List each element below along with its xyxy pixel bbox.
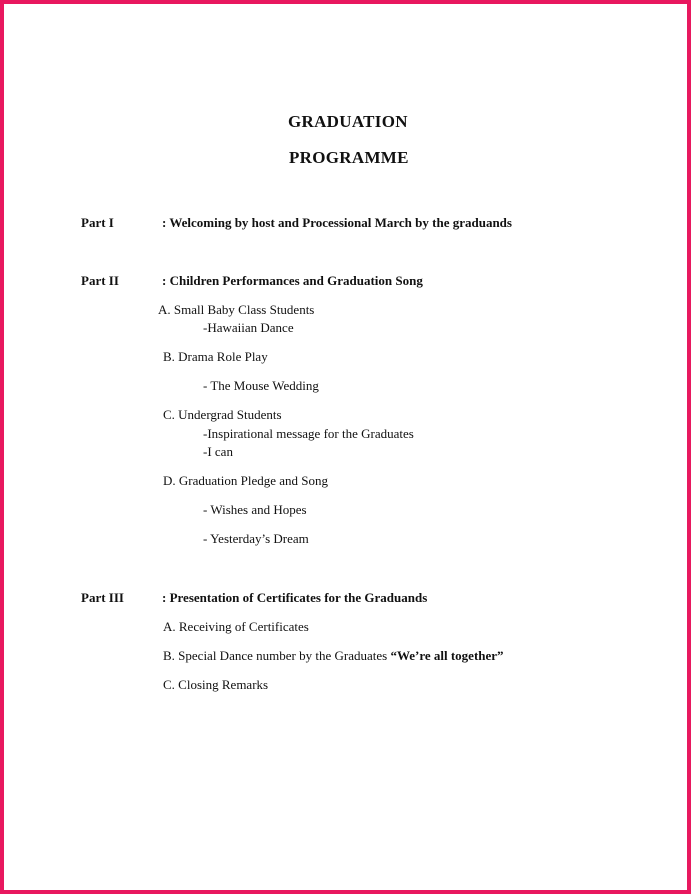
- part-3-item-b: [163, 649, 504, 662]
- part-3-item-a: A. Receiving of Certificates: [163, 619, 309, 634]
- part-2-item-b-sub-1: - The Mouse Wedding: [203, 378, 319, 393]
- part-3-item-b-quote: “We’re all together”: [390, 648, 504, 663]
- part-3-item-c: C. Closing Remarks: [163, 677, 269, 692]
- part-2-item-a-sub-1: -Hawaiian Dance: [203, 320, 294, 335]
- title-line-1: GRADUATION: [288, 112, 408, 131]
- part-2-item-d: D. Graduation Pledge and Song: [163, 473, 329, 488]
- part-1-label: Part I: [81, 215, 114, 230]
- part-3-description: : Presentation of Certificates for the Graduands: [162, 590, 428, 605]
- part-2-item-a: A. Small Baby Class Students: [158, 302, 315, 317]
- title-line-2: PROGRAMME: [289, 148, 409, 167]
- part-2-description: : Children Performances and Graduation Song: [162, 273, 423, 288]
- part-2-item-b: B. Drama Role Play: [163, 349, 268, 364]
- part-2-label: Part II: [81, 273, 119, 288]
- part-2-item-c: C. Undergrad Students: [163, 407, 282, 422]
- part-2-item-c-sub-2: -I can: [203, 444, 233, 459]
- part-2-item-d-sub-1: - Wishes and Hopes: [203, 502, 307, 517]
- part-1-description: : Welcoming by host and Processional March by the graduands: [162, 215, 512, 230]
- part-2-item-c-sub-1: -Inspirational message for the Graduates: [203, 426, 414, 441]
- part-2-item-d-sub-2: - Yesterday’s Dream: [203, 531, 309, 546]
- part-3-label: Part III: [81, 590, 124, 605]
- part-3-item-b-text: B. Special Dance number by the Graduates: [163, 648, 388, 663]
